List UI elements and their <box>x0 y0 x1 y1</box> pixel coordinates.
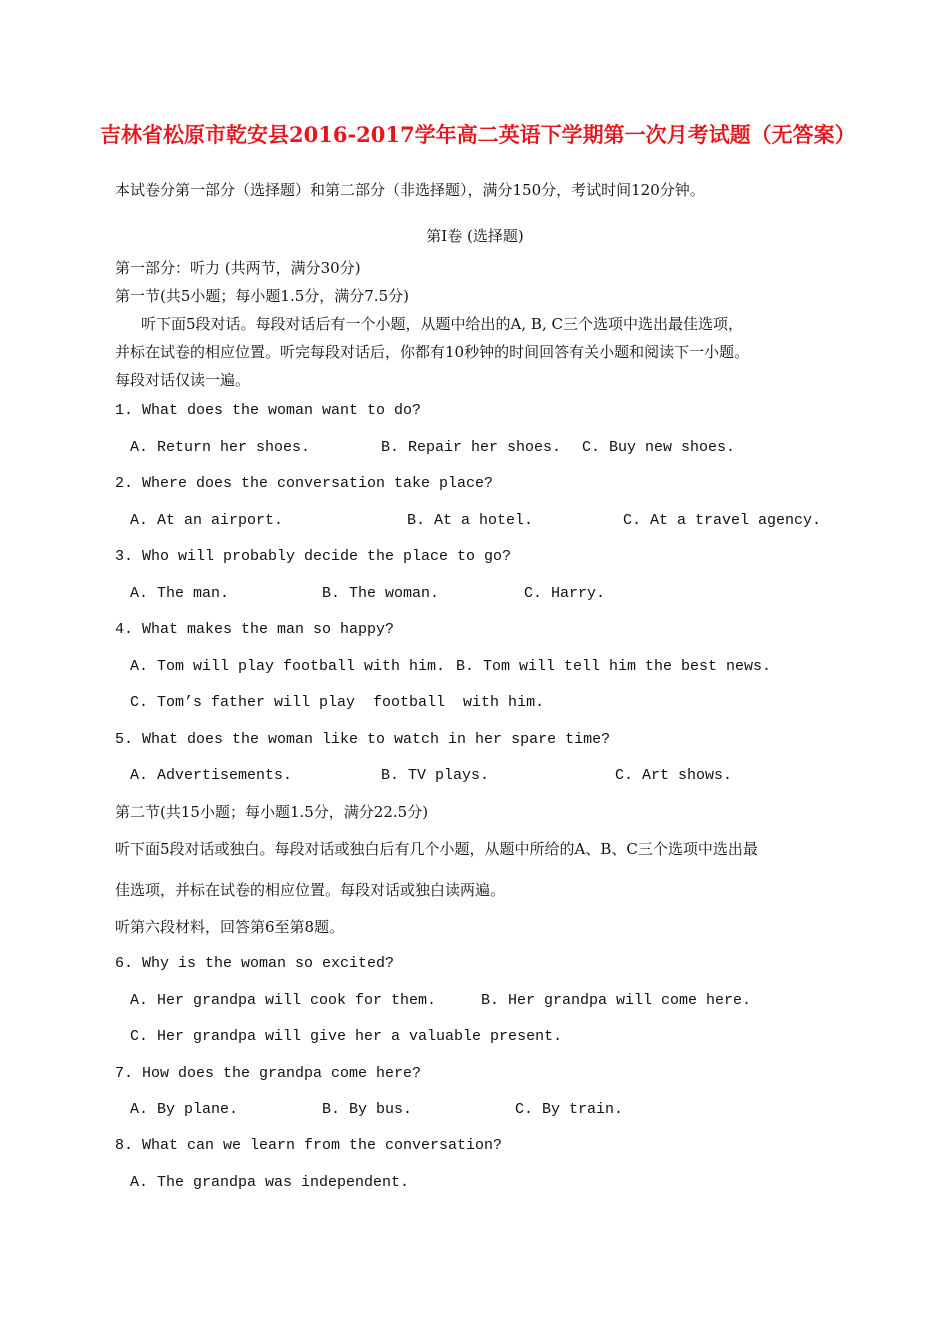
section1-instruction-line: 并标在试卷的相应位置。听完每段对话后，你都有10秒钟的时间回答有关小题和阅读下一小题。 <box>115 343 750 361</box>
option-a: A. Advertisements. <box>130 767 293 784</box>
option-a: A. The man. <box>130 585 230 602</box>
volume-heading: 第Ⅰ卷 (选择题) <box>426 227 524 245</box>
option-a: A. Return her shoes. <box>130 439 311 456</box>
option-b: B. The woman. <box>322 585 440 602</box>
option-a: A. Her grandpa will cook for them. <box>130 992 437 1009</box>
option-b: B. Repair her shoes. <box>381 439 562 456</box>
option-c: C. By train. <box>515 1101 624 1118</box>
material-note: 听第六段材料，回答第6至第8题。 <box>115 918 345 936</box>
question-stem: 7. How does the grandpa come here? <box>115 1065 422 1082</box>
option-c: C. Art shows. <box>615 767 733 784</box>
exam-intro: 本试卷分第一部分（选择题）和第二部分（非选择题），满分150分，考试时间120分钟。 <box>115 181 705 199</box>
option-b: B. TV plays. <box>381 767 490 784</box>
option-c: C. Buy new shoes. <box>582 439 736 456</box>
option-b: B. Tom will tell him the best news. <box>456 658 772 675</box>
section2-instruction-line: 佳选项，并标在试卷的相应位置。每段对话或独白读两遍。 <box>115 881 506 899</box>
section1-heading: 第一节(共5小题；每小题1.5分，满分7.5分) <box>115 287 409 305</box>
question-stem: 8. What can we learn from the conversation? <box>115 1137 503 1154</box>
question-stem: 5. What does the woman like to watch in her spare time? <box>115 731 611 748</box>
question-stem: 4. What makes the man so happy? <box>115 621 395 638</box>
question-stem: 6. Why is the woman so excited? <box>115 955 395 972</box>
option-c: C. Her grandpa will give her a valuable present. <box>130 1028 563 1045</box>
option-a: A. Tom will play football with him. <box>130 658 446 675</box>
option-a: A. At an airport. <box>130 512 284 529</box>
section1-instruction-line: 每段对话仅读一遍。 <box>115 371 251 389</box>
exam-title: 吉林省松原市乾安县2016-2017学年高二英语下学期第一次月考试题（无答案） <box>100 122 856 147</box>
option-b: B. At a hotel. <box>407 512 534 529</box>
question-stem: 1. What does the woman want to do? <box>115 402 422 419</box>
option-c: C. Harry. <box>524 585 606 602</box>
part1-heading: 第一部分：听力 (共两节，满分30分) <box>115 259 361 277</box>
section1-instruction-line: 听下面5段对话。每段对话后有一个小题，从题中给出的A, B, C三个选项中选出最佳选项， <box>141 315 743 333</box>
option-a: A. By plane. <box>130 1101 239 1118</box>
question-stem: 3. Who will probably decide the place to go? <box>115 548 512 565</box>
option-a: A. The grandpa was independent. <box>130 1174 410 1191</box>
option-c: C. At a travel agency. <box>623 512 822 529</box>
question-stem: 2. Where does the conversation take place? <box>115 475 494 492</box>
option-b: B. Her grandpa will come here. <box>481 992 752 1009</box>
section2-heading: 第二节(共15小题；每小题1.5分，满分22.5分) <box>115 803 429 821</box>
option-b: B. By bus. <box>322 1101 413 1118</box>
section2-instruction-line: 听下面5段对话或独白。每段对话或独白后有几个小题，从题中所给的A、B、C三个选项中选出最 <box>115 840 758 858</box>
option-c: C. Tom’s father will play football with him. <box>130 694 545 711</box>
